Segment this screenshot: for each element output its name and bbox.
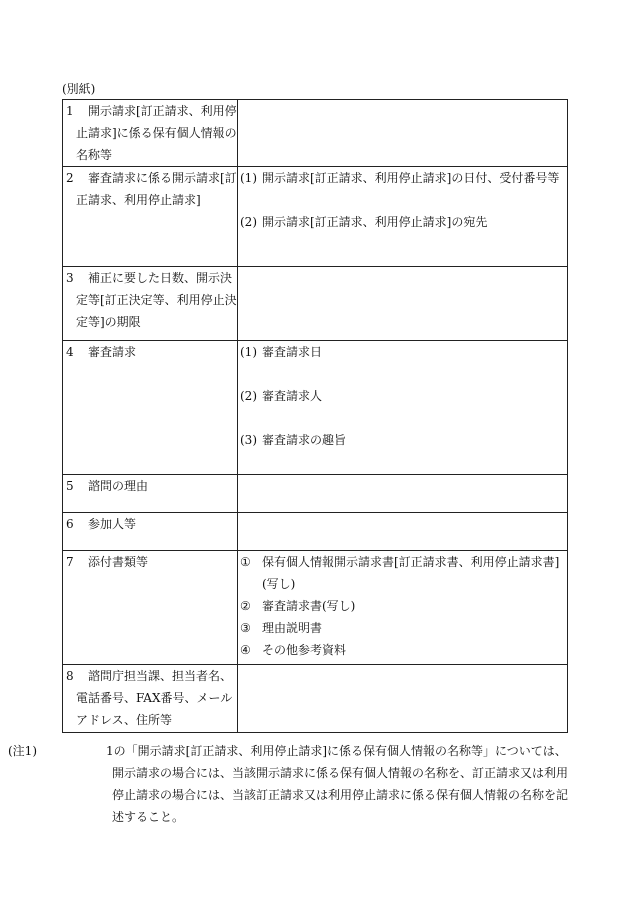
footnote (8, 740, 572, 828)
row-label: 諮問の理由 (88, 479, 149, 493)
row-number: 1 (66, 104, 74, 118)
table-row (63, 551, 568, 665)
row-label: 諮問庁担当課、担当者名、電話番号、FAX番号、メールアドレス、住所等 (76, 669, 233, 727)
table-row (63, 100, 568, 167)
row-number: 5 (66, 479, 74, 493)
table-row (63, 167, 568, 267)
row-number: 6 (66, 517, 74, 531)
table-row (63, 341, 568, 475)
row-label: 添付書類等 (88, 555, 149, 569)
row-content-cell (238, 341, 568, 475)
list-item: ① 保有個人情報開示請求書[訂正請求書、利用停止請求書] (240, 555, 560, 569)
list-item: (1) 審査請求日 (240, 345, 323, 359)
row-number: 3 (66, 271, 74, 285)
row-content-cell (238, 513, 568, 551)
list-item: (2) 審査請求人 (240, 389, 323, 403)
row-label-cell (63, 167, 238, 267)
row-number: 8 (66, 669, 74, 683)
row-number: 4 (66, 345, 74, 359)
table-row (63, 267, 568, 341)
table-row (63, 475, 568, 513)
row-label: 補正に要した日数、開示決定等[訂正決定等、利用停止決定等]の期限 (76, 271, 237, 329)
row-content-cell (238, 267, 568, 341)
row-label: 参加人等 (88, 517, 137, 531)
footnote-marker: (注1) (8, 744, 37, 758)
row-label-cell (63, 665, 238, 733)
row-label-cell (63, 551, 238, 665)
row-content-cell (238, 475, 568, 513)
form-table (62, 99, 568, 733)
row-label: 開示請求[訂正請求、利用停止請求]に係る保有個人情報の名称等 (76, 104, 237, 162)
row-number: 2 (66, 171, 74, 185)
list-item: ④ その他参考資料 (240, 643, 347, 657)
row-content-cell (238, 100, 568, 167)
footnote-text: 1の「開示請求[訂正請求、利用停止請求]に係る保有個人情報の名称等」については、開示請求の場合には、当該開示請求に係る保有個人情報の名称を、訂正請求又は利用停止請求の場合には、当該訂正請求又は利用停止請求に係る保有個人情報の名称を記述すること。 (106, 744, 569, 824)
list-item-continuation: (写し) (262, 577, 296, 591)
row-label-cell (63, 267, 238, 341)
row-number: 7 (66, 555, 74, 569)
row-label-cell (63, 341, 238, 475)
row-label: 審査請求 (88, 345, 137, 359)
row-content-cell (238, 551, 568, 665)
row-content-cell (238, 665, 568, 733)
row-label-cell (63, 100, 238, 167)
list-item: (3) 審査請求の趣旨 (240, 433, 347, 447)
row-label: 審査請求に係る開示請求[訂正請求、利用停止請求] (76, 171, 237, 207)
table-row (63, 513, 568, 551)
list-item: (1) 開示請求[訂正請求、利用停止請求]の日付、受付番号等 (240, 171, 560, 185)
row-label-cell (63, 475, 238, 513)
row-content-cell (238, 167, 568, 267)
row-label-cell (63, 513, 238, 551)
list-item: ② 審査請求書(写し) (240, 599, 356, 613)
attachment-label: (別紙) (62, 82, 96, 96)
list-item: (2) 開示請求[訂正請求、利用停止請求]の宛先 (240, 215, 488, 229)
list-item: ③ 理由説明書 (240, 621, 323, 635)
table-row (63, 665, 568, 733)
